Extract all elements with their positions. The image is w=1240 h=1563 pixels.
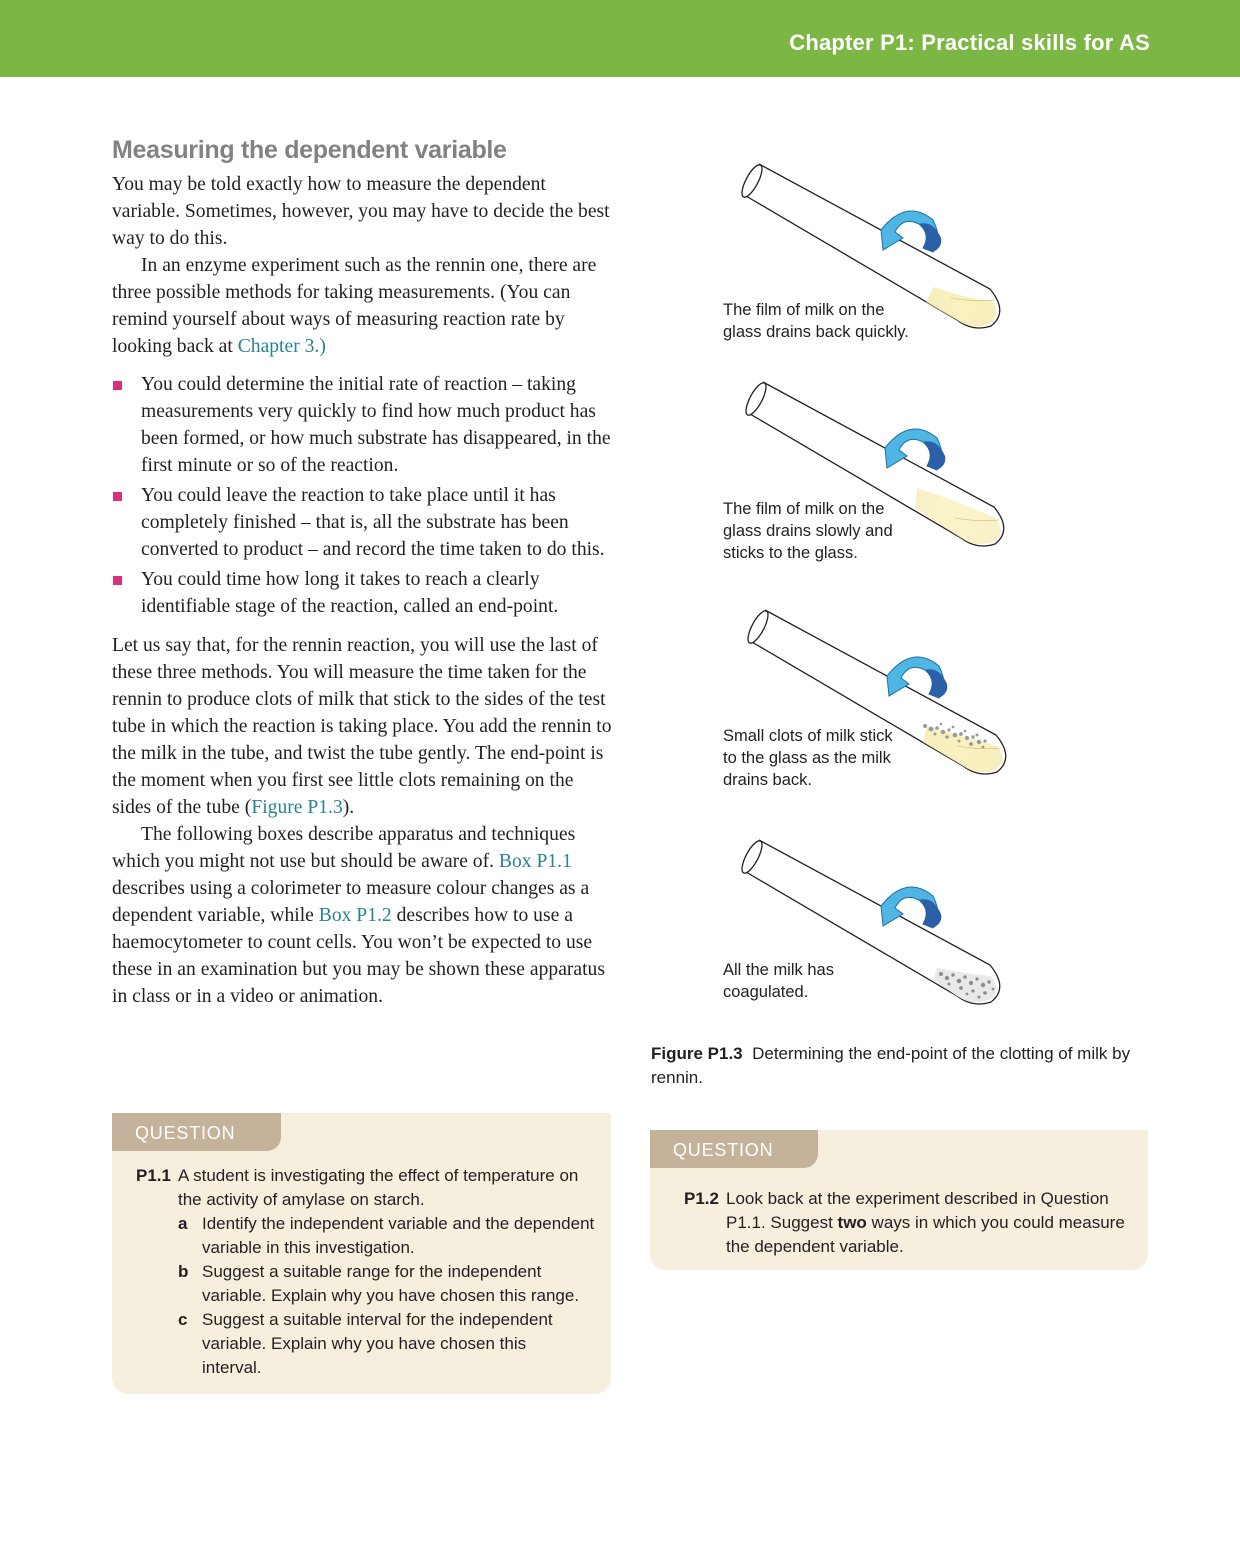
question-number: P1.1: [136, 1166, 171, 1185]
question-text: [726, 1187, 1136, 1259]
figure-label-4: All the milk has coagulated.: [723, 961, 834, 1001]
box-p1-1-link[interactable]: Box P1.1: [498, 851, 572, 872]
paragraph-3-text: Let us say that, for the rennin reaction, you will use the last of these three methods. You will measure the time taken for the rennin to produce clots of milk that stick to the sides of the test tube in which the reaction is taking place. You add the rennin to the milk in the tube, and twist the tube gently. The end-point is the moment when you first see little clots remaining on the sides of the tube (: [112, 635, 612, 818]
part-text: Identify the independent variable and the dependent variable in this investigation.: [202, 1214, 595, 1257]
chapter-header-bar: [0, 0, 1240, 77]
main-text-column: [112, 136, 614, 1010]
list-item-text: You could leave the reaction to take place until it has completely finished – that is, all the substrate has been converted to product – and record the time taken to do this.: [141, 485, 605, 560]
chapter-title: Chapter P1: Practical skills for AS: [789, 30, 1150, 55]
bullet-square-icon: [113, 576, 122, 585]
paragraph-4-text-c: describes how to use a haemocytometer to count cells. You won’t be expected to use these in an examination but you may be shown these apparatus in class or in a video or animation.: [112, 905, 605, 1007]
paragraph-4: [112, 821, 614, 1010]
box-p1-2-link[interactable]: Box P1.2: [318, 905, 392, 926]
figure-p1-3: [651, 150, 1151, 1030]
list-item: [112, 482, 614, 563]
figure-caption-label: Figure P1.3: [651, 1044, 743, 1063]
question-text-bold: two: [837, 1213, 867, 1232]
figure-caption: [651, 1042, 1161, 1090]
figure-label-1: The film of milk on the glass drains back quickly.: [723, 301, 909, 341]
list-item: [112, 371, 614, 479]
bullet-square-icon: [113, 381, 122, 390]
list-item-text: You could determine the initial rate of reaction – taking measurements very quickly to find how much product has been formed, or how much substrate has disappeared, in the first minute or so of the reaction.: [141, 374, 611, 476]
figure-caption-text: Determining the end-point of the clotting of milk by rennin.: [651, 1044, 1131, 1087]
chapter-3-link[interactable]: Chapter 3.): [237, 336, 326, 357]
part-text: Suggest a suitable interval for the independent variable. Explain why you have chosen this interval.: [202, 1310, 553, 1377]
paragraph-1: You may be told exactly how to measure the dependent variable. Sometimes, however, you may have to decide the best way to do this.: [112, 174, 610, 249]
part-letter: b: [178, 1262, 189, 1281]
question-tab: QUESTION: [650, 1130, 818, 1168]
list-item: [112, 566, 614, 620]
paragraph-4-text-b: describes using a colorimeter to measure colour changes as a dependent variable, while: [112, 878, 590, 926]
part-text: Suggest a suitable range for the independent variable. Explain why you have chosen this range.: [202, 1262, 580, 1305]
question-text-a: Look back at the experiment described in Question P1.1. Suggest: [726, 1189, 1109, 1232]
list-item-text: You could time how long it takes to reach a clearly identifiable stage of the reaction, called an end-point.: [141, 569, 559, 617]
figure-p1-3-link[interactable]: Figure P1.3: [251, 797, 343, 818]
figure-label-2: The film of milk on the glass drains slowly and sticks to the glass.: [723, 500, 893, 562]
test-tube-illustrations: [651, 150, 1151, 1030]
bullet-square-icon: [113, 492, 122, 501]
figure-label-3: Small clots of milk stick to the glass as the milk drains back.: [723, 727, 893, 789]
paragraph-3-end: ).: [342, 797, 355, 818]
paragraph-3: [112, 632, 614, 821]
question-box-p1-1: [112, 1113, 611, 1394]
question-text-b: ways in which you could measure the dependent variable.: [726, 1213, 1125, 1256]
question-tab: QUESTION: [112, 1113, 281, 1151]
methods-list: [112, 371, 614, 620]
question-box-p1-2: [650, 1130, 1148, 1270]
paragraph-4-text-a: The following boxes describe apparatus and techniques which you might not use but should be aware of.: [112, 824, 576, 872]
paragraph-2-text: In an enzyme experiment such as the rennin one, there are three possible methods for taking measurements. (You can remind yourself about ways of measuring reaction rate by looking back at: [112, 255, 597, 357]
part-letter: a: [178, 1214, 188, 1233]
paragraph-2: [112, 252, 614, 360]
question-text: A student is investigating the effect of temperature on the activity of amylase on starch.: [178, 1166, 579, 1209]
section-heading: Measuring the dependent variable: [112, 136, 507, 164]
part-letter: c: [178, 1310, 188, 1329]
question-number: P1.2: [684, 1189, 719, 1208]
